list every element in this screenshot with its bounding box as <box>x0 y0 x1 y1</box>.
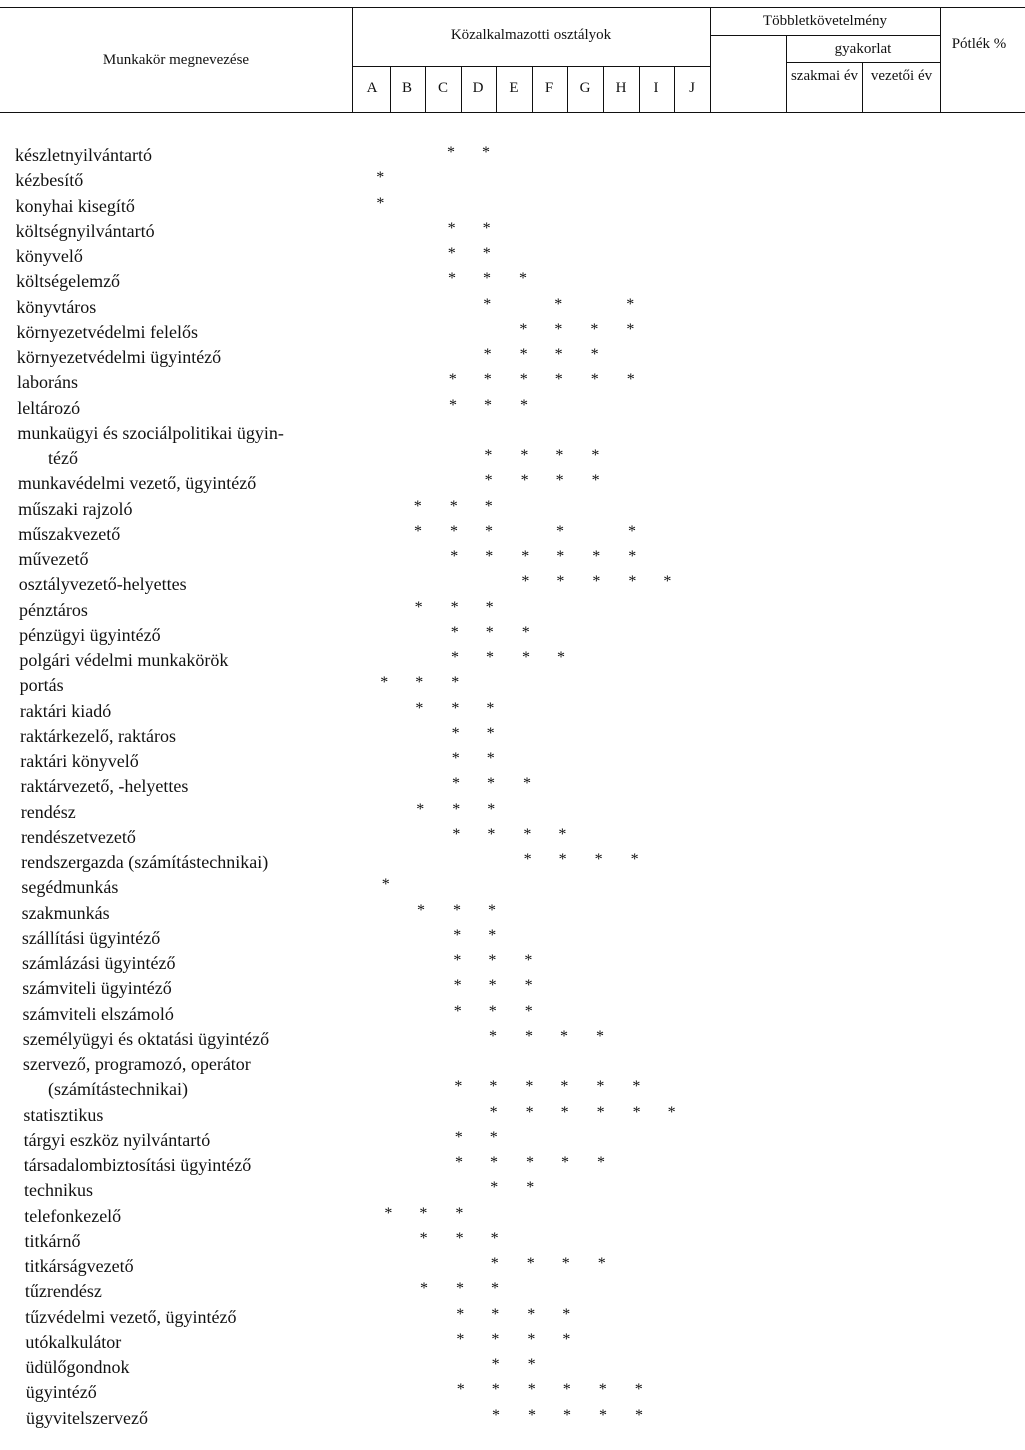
class-mark-c: * <box>455 1229 464 1247</box>
class-mark-e: * <box>523 775 531 793</box>
class-mark-e: * <box>524 977 533 995</box>
class-mark-f: * <box>554 371 563 389</box>
class-mark-d: * <box>490 1179 499 1197</box>
class-letter-a: A <box>366 80 378 96</box>
class-mark-f: * <box>558 825 567 843</box>
class-letter-d: D <box>472 80 484 96</box>
class-mark-c: * <box>456 1381 465 1399</box>
class-mark-f: * <box>554 346 563 363</box>
class-mark-d: * <box>487 800 496 818</box>
class-letter-h: H <box>615 80 627 96</box>
class-mark-d: * <box>488 977 497 995</box>
class-mark-c: * <box>453 952 462 969</box>
class-mark-d: * <box>488 926 497 944</box>
class-mark-c: * <box>456 1280 464 1298</box>
class-mark-f: * <box>563 1406 571 1424</box>
job-title-label: műszaki rajzoló <box>18 498 133 519</box>
class-mark-c: * <box>453 926 462 944</box>
job-title-label: környezetvédelmi felelős <box>16 321 198 342</box>
class-mark-e: * <box>521 548 530 565</box>
class-mark-e: * <box>525 1027 533 1045</box>
job-title-label: szállítási ügyintéző <box>21 927 161 948</box>
class-mark-c: * <box>449 396 457 414</box>
class-mark-d: * <box>492 1406 500 1424</box>
job-title-label: könyvtáros <box>16 296 97 317</box>
class-mark-d: * <box>486 649 494 666</box>
class-mark-h: * <box>626 371 635 389</box>
job-title-label: rendészetvezető <box>20 826 136 847</box>
class-mark-d: * <box>488 952 497 969</box>
job-title-label: készletnyilvántartó <box>15 145 152 165</box>
class-mark-e: * <box>520 447 529 464</box>
class-mark-c: * <box>447 144 455 161</box>
class-letter-f: F <box>544 80 554 96</box>
class-mark-e: * <box>524 952 533 969</box>
job-column-header: Munkakör megnevezése <box>102 52 250 68</box>
class-mark-b: * <box>415 674 424 692</box>
class-mark-c: * <box>448 270 456 288</box>
class-mark-e: * <box>525 1103 534 1121</box>
job-title-label: technikus <box>24 1180 94 1201</box>
job-title-label: költségnyilvántartó <box>15 220 155 241</box>
class-mark-b: * <box>419 1229 428 1247</box>
class-mark-e: * <box>527 1381 536 1399</box>
class-mark-h: * <box>628 573 637 591</box>
class-mark-d: * <box>489 1103 498 1121</box>
class-mark-d: * <box>491 1305 500 1323</box>
class-mark-f: * <box>556 522 564 540</box>
class-mark-d: * <box>491 1356 500 1373</box>
class-mark-e: * <box>521 623 530 641</box>
class-letter-i: I <box>653 80 659 96</box>
job-title-label: pénzügyi ügyintéző <box>19 624 161 645</box>
class-mark-d: * <box>487 775 495 793</box>
bonus-percent-header: Pótlék % <box>951 36 1007 52</box>
job-title-label: titkárságvezető <box>24 1256 134 1276</box>
job-title-label: számlázási ügyintéző <box>22 953 176 973</box>
class-mark-c: * <box>449 497 458 515</box>
class-mark-d: * <box>490 1255 499 1272</box>
practice-header: gyakorlat <box>834 41 892 57</box>
job-title-label: osztályvezető-helyettes <box>18 574 187 595</box>
class-mark-d: * <box>485 548 494 565</box>
job-title-label: tárgyi eszköz nyilvántartó <box>23 1129 211 1150</box>
class-mark-c: * <box>456 1305 465 1323</box>
class-mark-d: * <box>484 497 493 515</box>
class-mark-g: * <box>597 1154 605 1171</box>
job-title-label: művezető <box>18 549 89 569</box>
class-mark-d: * <box>487 825 496 843</box>
class-mark-d: * <box>491 1330 500 1348</box>
extra-requirement-header: Többletkövetelmény <box>762 13 888 29</box>
class-mark-g: * <box>591 472 600 490</box>
job-title-label: téző <box>48 448 78 468</box>
class-mark-c: * <box>447 245 456 262</box>
class-mark-b: * <box>413 497 422 515</box>
class-mark-c: * <box>452 800 461 818</box>
class-mark-d: * <box>482 144 490 161</box>
class-mark-h: * <box>628 522 636 540</box>
class-mark-g: * <box>590 371 599 389</box>
class-mark-d: * <box>489 1078 498 1096</box>
class-mark-d: * <box>484 396 492 414</box>
leadership-years-header: vezetői év <box>870 68 933 84</box>
class-mark-d: * <box>486 724 495 742</box>
class-mark-c: * <box>451 724 460 742</box>
class-mark-b: * <box>420 1280 428 1298</box>
class-mark-f: * <box>560 1103 569 1121</box>
class-mark-d: * <box>488 901 496 919</box>
class-mark-e: * <box>525 1078 534 1096</box>
class-mark-f: * <box>562 1381 571 1399</box>
class-mark-c: * <box>448 371 457 389</box>
professional-years-header: szakmai év <box>790 68 859 84</box>
class-mark-e: * <box>526 1179 535 1197</box>
job-title-label: műszakvezető <box>18 523 121 544</box>
class-mark-h: * <box>626 295 635 313</box>
job-title-label: raktári kiadó <box>19 700 112 721</box>
class-mark-d: * <box>482 219 491 237</box>
job-title-label: rendész <box>20 801 76 822</box>
job-title-label: üdülőgondnok <box>25 1357 130 1377</box>
class-mark-f: * <box>556 573 565 591</box>
class-mark-a: * <box>376 194 385 212</box>
job-title-label: polgári védelmi munkakörök <box>19 650 229 670</box>
class-mark-c: * <box>453 977 462 995</box>
class-mark-d: * <box>482 245 491 262</box>
job-title-label: tűzvédelmi vezető, ügyintéző <box>25 1306 237 1327</box>
class-mark-g: * <box>590 346 599 363</box>
class-mark-g: * <box>596 1078 605 1096</box>
class-mark-c: * <box>453 1002 462 1020</box>
class-mark-g: * <box>591 447 600 464</box>
class-mark-d: * <box>486 750 495 767</box>
class-mark-b: * <box>416 800 425 818</box>
class-mark-g: * <box>596 1027 604 1045</box>
job-title-label: utókalkulátor <box>25 1331 122 1352</box>
job-title-label: rendszergazda (számítástechnikai) <box>21 852 269 872</box>
job-title-label: szakmunkás <box>21 902 110 923</box>
job-title-label: szervező, programozó, operátor <box>22 1054 251 1074</box>
class-mark-c: * <box>454 1128 463 1146</box>
class-mark-f: * <box>556 548 565 565</box>
job-title-label: társadalombiztosítási ügyintéző <box>23 1155 252 1175</box>
class-mark-a: * <box>380 674 389 692</box>
class-mark-f: * <box>555 472 564 490</box>
class-mark-c: * <box>451 699 460 717</box>
class-letter-c: C <box>437 80 448 96</box>
job-title-label: segédmunkás <box>21 877 119 898</box>
class-mark-e: * <box>523 851 532 868</box>
class-mark-f: * <box>560 1027 568 1045</box>
class-mark-g: * <box>592 548 601 565</box>
class-mark-e: * <box>522 649 530 666</box>
class-mark-h: * <box>634 1381 643 1399</box>
class-mark-e: * <box>524 1002 533 1020</box>
class-letter-b: B <box>401 80 412 96</box>
class-mark-a: * <box>381 876 390 894</box>
class-mark-f: * <box>561 1154 569 1171</box>
class-mark-e: * <box>527 1305 536 1323</box>
class-mark-f: * <box>561 1255 570 1272</box>
class-mark-h: * <box>628 548 637 565</box>
class-mark-d: * <box>491 1381 500 1399</box>
class-mark-d: * <box>486 699 495 717</box>
job-title-label: (számítástechnikai) <box>48 1079 188 1100</box>
class-mark-c: * <box>451 674 460 692</box>
class-mark-d: * <box>483 270 491 288</box>
classes-column-header: Közalkalmazotti osztályok <box>450 27 612 43</box>
class-mark-b: * <box>414 522 422 540</box>
class-mark-d: * <box>488 1002 497 1020</box>
class-mark-e: * <box>523 825 532 843</box>
class-letter-j: J <box>689 80 695 96</box>
job-title-label: számviteli ügyintéző <box>22 978 172 999</box>
job-title-label: leltározó <box>17 397 81 418</box>
job-title-label: ügyintéző <box>25 1382 97 1403</box>
class-mark-g: * <box>596 1103 605 1121</box>
class-mark-c: * <box>450 522 458 540</box>
class-mark-d: * <box>483 346 492 363</box>
class-mark-e: * <box>526 1255 535 1272</box>
class-mark-e: * <box>527 1356 536 1373</box>
class-mark-a: * <box>384 1204 393 1222</box>
class-mark-e: * <box>526 1154 534 1171</box>
job-title-label: pénztáros <box>18 599 88 620</box>
class-letter-e: E <box>509 80 519 96</box>
class-mark-i: * <box>667 1103 676 1121</box>
class-mark-c: * <box>453 901 461 919</box>
class-mark-d: * <box>489 1128 498 1146</box>
class-mark-h: * <box>630 851 639 868</box>
class-mark-d: * <box>490 1154 498 1171</box>
job-title-label: raktárvezető, -helyettes <box>20 776 189 797</box>
class-mark-f: * <box>554 295 563 313</box>
class-mark-f: * <box>562 1330 571 1348</box>
job-title-label: statisztikus <box>23 1104 104 1125</box>
class-mark-e: * <box>520 396 528 414</box>
class-mark-g: * <box>599 1406 607 1424</box>
class-mark-c: * <box>450 598 459 616</box>
class-mark-e: * <box>519 320 528 338</box>
class-mark-f: * <box>557 649 565 666</box>
job-title-label: kézbesítő <box>15 170 84 191</box>
job-title-label: laboráns <box>16 372 78 393</box>
class-mark-e: * <box>527 1330 536 1348</box>
class-mark-b: * <box>419 1204 428 1222</box>
job-title-label: könyvelő <box>15 246 83 266</box>
class-mark-g: * <box>597 1255 606 1272</box>
class-mark-g: * <box>594 851 603 868</box>
class-mark-g: * <box>598 1381 607 1399</box>
class-mark-d: * <box>485 522 493 540</box>
job-title-label: személyügyi és oktatási ügyintéző <box>22 1028 270 1049</box>
class-mark-f: * <box>555 447 564 464</box>
class-mark-c: * <box>455 1154 463 1171</box>
class-mark-d: * <box>483 371 492 389</box>
class-mark-b: * <box>414 598 423 616</box>
class-mark-b: * <box>417 901 425 919</box>
class-mark-c: * <box>450 623 459 641</box>
class-mark-d: * <box>491 1280 499 1298</box>
job-title-label: raktári könyvelő <box>20 751 139 771</box>
job-title-label: munkavédelmi vezető, ügyintéző <box>17 473 257 494</box>
class-mark-c: * <box>455 1204 464 1222</box>
class-mark-c: * <box>451 750 460 767</box>
class-mark-g: * <box>590 320 599 338</box>
job-title-label: környezetvédelmi ügyintéző <box>16 347 222 367</box>
class-letter-g: G <box>579 80 591 96</box>
class-mark-h: * <box>635 1406 643 1424</box>
class-mark-c: * <box>447 219 456 237</box>
class-mark-c: * <box>456 1330 465 1348</box>
class-mark-d: * <box>483 295 492 313</box>
class-mark-d: * <box>489 1027 497 1045</box>
class-mark-e: * <box>519 346 528 363</box>
class-mark-d: * <box>490 1229 499 1247</box>
class-mark-d: * <box>485 623 494 641</box>
class-mark-h: * <box>632 1078 641 1096</box>
class-mark-d: * <box>484 447 493 464</box>
class-mark-b: * <box>415 699 424 717</box>
job-title-label: ügyvitelszervező <box>26 1407 148 1428</box>
class-mark-f: * <box>558 851 567 868</box>
class-mark-c: * <box>450 548 459 565</box>
class-mark-i: * <box>663 573 672 591</box>
job-title-label: raktárkezelő, raktáros <box>20 725 176 746</box>
job-title-label: telefonkezelő <box>24 1205 122 1226</box>
class-mark-d: * <box>485 598 494 616</box>
job-title-label: titkárnő <box>24 1230 81 1251</box>
class-mark-g: * <box>592 573 601 591</box>
class-mark-c: * <box>454 1078 463 1096</box>
class-mark-f: * <box>554 320 563 338</box>
class-mark-d: * <box>484 472 493 490</box>
job-title-label: konyhai kisegítő <box>15 195 135 216</box>
class-mark-h: * <box>626 320 635 338</box>
job-title-label: költségelemző <box>16 271 121 292</box>
class-mark-f: * <box>560 1078 569 1096</box>
class-mark-e: * <box>519 371 528 389</box>
class-mark-c: * <box>452 825 461 843</box>
class-mark-e: * <box>519 270 527 288</box>
job-title-label: tűzrendész <box>24 1281 102 1302</box>
class-mark-e: * <box>528 1406 536 1424</box>
job-title-label: portás <box>19 675 64 696</box>
class-mark-f: * <box>562 1305 571 1323</box>
job-title-label: számviteli elszámoló <box>22 1003 174 1024</box>
class-mark-a: * <box>376 169 385 187</box>
class-mark-e: * <box>520 472 529 490</box>
class-mark-e: * <box>521 573 530 591</box>
class-mark-h: * <box>632 1103 641 1121</box>
job-title-label: munkaügyi és szociálpolitikai ügyin- <box>17 422 284 443</box>
class-mark-c: * <box>451 649 459 666</box>
class-mark-c: * <box>452 775 460 793</box>
